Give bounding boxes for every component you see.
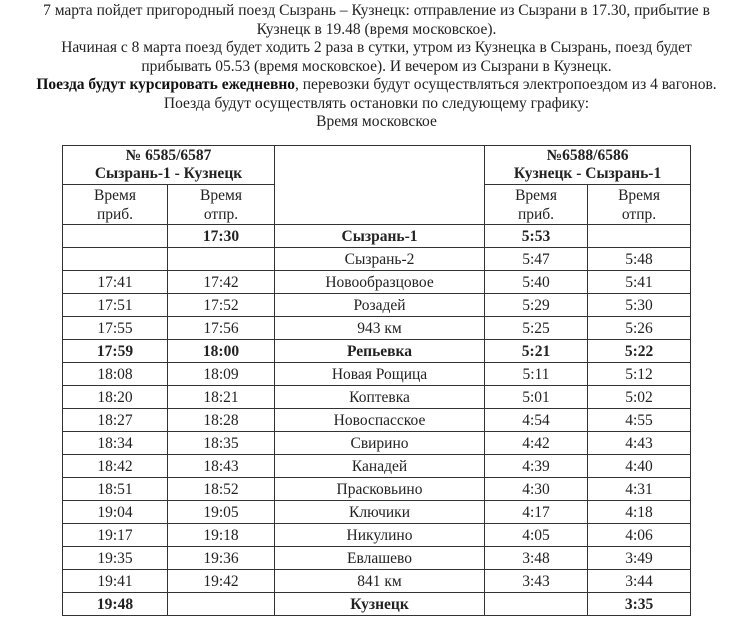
a-arrival-cell: 18:20 xyxy=(63,386,168,409)
station-cell: Свирино xyxy=(275,432,485,455)
a-arrival-cell: 17:51 xyxy=(63,294,168,317)
b-departure-cell: 3:49 xyxy=(588,547,691,570)
b-departure-cell: 5:02 xyxy=(588,386,691,409)
b-departure-cell: 3:44 xyxy=(588,570,691,593)
station-cell: 943 км xyxy=(275,317,485,340)
table-row xyxy=(63,363,691,386)
table-row xyxy=(63,432,691,455)
b-departure-cell: 4:18 xyxy=(588,501,691,524)
a-departure-cell: 18:43 xyxy=(168,455,275,478)
b-arrival-cell: 5:01 xyxy=(485,386,588,409)
table-row xyxy=(63,409,691,432)
b-arrival-cell: 3:43 xyxy=(485,570,588,593)
b-departure-cell: 5:26 xyxy=(588,317,691,340)
table-row xyxy=(63,547,691,570)
train-a-header xyxy=(63,146,275,185)
b-arrival-cell: 4:05 xyxy=(485,524,588,547)
train-b-route: Кузнецк - Сызрань-1 xyxy=(513,165,662,182)
b-departure-cell: 5:22 xyxy=(588,340,691,363)
b-arrival-cell: 5:21 xyxy=(485,340,588,363)
a-arrival-header-l1: Время xyxy=(94,186,136,204)
intro-line-3: Начиная с 8 марта поезд будет ходить 2 раза в сутки, утром из Кузнецка в Сызрань, поезд будет xyxy=(61,39,692,56)
station-cell: Канадей xyxy=(275,455,485,478)
a-departure-cell: 18:28 xyxy=(168,409,275,432)
station-cell: Репьевка xyxy=(275,340,485,363)
station-cell: Новая Рощица xyxy=(275,363,485,386)
a-arrival-cell: 18:34 xyxy=(63,432,168,455)
station-cell: Новоспасское xyxy=(275,409,485,432)
a-departure-header-l1: Время xyxy=(200,186,242,204)
intro-text xyxy=(0,0,753,113)
table-row xyxy=(63,570,691,593)
station-cell: Сызрань-2 xyxy=(275,248,485,271)
a-arrival-cell: 18:08 xyxy=(63,363,168,386)
b-arrival-cell: 5:47 xyxy=(485,248,588,271)
a-arrival-cell: 19:04 xyxy=(63,501,168,524)
a-arrival-header-l2: приб. xyxy=(96,205,134,223)
b-arrival-cell: 5:25 xyxy=(485,317,588,340)
train-header-row xyxy=(63,146,691,185)
station-cell: Евлашево xyxy=(275,547,485,570)
a-arrival-cell: 18:27 xyxy=(63,409,168,432)
b-arrival-header xyxy=(485,185,588,225)
table-row xyxy=(63,271,691,294)
a-arrival-cell: 19:48 xyxy=(63,593,168,616)
a-departure-cell: 18:21 xyxy=(168,386,275,409)
station-header xyxy=(275,146,485,225)
b-arrival-cell: 4:54 xyxy=(485,409,588,432)
a-arrival-cell: 17:55 xyxy=(63,317,168,340)
a-departure-cell: 17:30 xyxy=(168,225,275,248)
table-row xyxy=(63,593,691,616)
b-departure-header-l2: отпр. xyxy=(621,205,657,223)
a-arrival-cell xyxy=(63,248,168,271)
a-departure-cell: 19:42 xyxy=(168,570,275,593)
b-arrival-cell xyxy=(485,593,588,616)
station-cell: Прасковьино xyxy=(275,478,485,501)
schedule-table xyxy=(62,145,691,616)
intro-line-6: Поезда будут осуществлять остановки по следующему графику: xyxy=(163,94,590,112)
b-departure-cell: 5:48 xyxy=(588,248,691,271)
a-departure-cell xyxy=(168,593,275,616)
a-departure-cell: 18:00 xyxy=(168,340,275,363)
a-departure-cell: 17:42 xyxy=(168,271,275,294)
table-row xyxy=(63,455,691,478)
a-arrival-cell: 19:17 xyxy=(63,524,168,547)
a-departure-header xyxy=(168,185,275,225)
intro-line-5 xyxy=(0,76,753,95)
table-row xyxy=(63,248,691,271)
b-arrival-header-l1: Время xyxy=(515,186,557,204)
station-cell: Коптевка xyxy=(275,386,485,409)
b-arrival-cell: 5:53 xyxy=(485,225,588,248)
a-departure-cell: 18:52 xyxy=(168,478,275,501)
a-arrival-header xyxy=(63,185,168,225)
a-departure-cell: 17:52 xyxy=(168,294,275,317)
a-departure-cell: 19:18 xyxy=(168,524,275,547)
table-row xyxy=(63,294,691,317)
b-departure-header-l1: Время xyxy=(618,186,660,204)
a-arrival-cell: 19:41 xyxy=(63,570,168,593)
b-departure-cell: 5:12 xyxy=(588,363,691,386)
b-departure-cell xyxy=(588,225,691,248)
a-arrival-cell xyxy=(63,225,168,248)
b-arrival-cell: 5:11 xyxy=(485,363,588,386)
intro-line-1: 7 марта пойдет пригородный поезд Сызрань – Кузнецк: отправление из Сызрани в 17.30, прибытие в xyxy=(43,2,710,19)
intro-line-4: прибывать 05.53 (время московское). И вечером из Сызрани в Кузнецк. xyxy=(141,57,612,75)
b-arrival-cell: 4:42 xyxy=(485,432,588,455)
table-row xyxy=(63,225,691,248)
a-departure-cell: 18:35 xyxy=(168,432,275,455)
train-a-number: № 6585/6587 xyxy=(125,147,212,164)
b-arrival-cell: 4:30 xyxy=(485,478,588,501)
intro-bold-phrase: Поезда будут курсировать ежедневно xyxy=(36,76,296,93)
a-arrival-cell: 17:59 xyxy=(63,340,168,363)
table-row xyxy=(63,317,691,340)
table-row xyxy=(63,386,691,409)
a-departure-cell xyxy=(168,248,275,271)
station-cell: Розадей xyxy=(275,294,485,317)
a-departure-cell: 19:36 xyxy=(168,547,275,570)
b-arrival-cell: 5:40 xyxy=(485,271,588,294)
a-arrival-cell: 18:51 xyxy=(63,478,168,501)
a-departure-header-l2: отпр. xyxy=(203,205,239,223)
b-departure-cell: 4:40 xyxy=(588,455,691,478)
train-a-route: Сызрань-1 - Кузнецк xyxy=(94,165,243,182)
table-row xyxy=(63,524,691,547)
table-row xyxy=(63,340,691,363)
station-cell: Новообразцовое xyxy=(275,271,485,294)
b-departure-header xyxy=(588,185,691,225)
b-arrival-cell: 4:39 xyxy=(485,455,588,478)
b-arrival-cell: 5:29 xyxy=(485,294,588,317)
intro-line-2: Кузнецк в 19.48 (время московское). xyxy=(256,20,497,38)
b-departure-cell: 4:43 xyxy=(588,432,691,455)
b-departure-cell: 4:06 xyxy=(588,524,691,547)
a-arrival-cell: 19:35 xyxy=(63,547,168,570)
subtitle-moscow-time: Время московское xyxy=(316,113,437,130)
b-departure-cell: 4:31 xyxy=(588,478,691,501)
b-departure-cell: 4:55 xyxy=(588,409,691,432)
station-cell: Никулино xyxy=(275,524,485,547)
b-arrival-cell: 3:48 xyxy=(485,547,588,570)
a-departure-cell: 18:09 xyxy=(168,363,275,386)
table-row xyxy=(63,478,691,501)
b-departure-cell: 3:35 xyxy=(588,593,691,616)
station-cell: 841 км xyxy=(275,570,485,593)
train-b-header xyxy=(485,146,691,185)
station-cell: Кузнецк xyxy=(275,593,485,616)
station-cell: Ключики xyxy=(275,501,485,524)
a-arrival-cell: 18:42 xyxy=(63,455,168,478)
a-departure-cell: 19:05 xyxy=(168,501,275,524)
intro-line-5-rest: , перевозки будут осуществляться электропоездом из 4 вагонов. xyxy=(295,76,717,93)
a-arrival-cell: 17:41 xyxy=(63,271,168,294)
b-departure-cell: 5:30 xyxy=(588,294,691,317)
a-departure-cell: 17:56 xyxy=(168,317,275,340)
b-departure-cell: 5:41 xyxy=(588,271,691,294)
table-row xyxy=(63,501,691,524)
b-arrival-header-l2: приб. xyxy=(517,205,555,223)
train-b-number: №6588/6586 xyxy=(546,147,629,164)
station-cell: Сызрань-1 xyxy=(275,225,485,248)
b-arrival-cell: 4:17 xyxy=(485,501,588,524)
